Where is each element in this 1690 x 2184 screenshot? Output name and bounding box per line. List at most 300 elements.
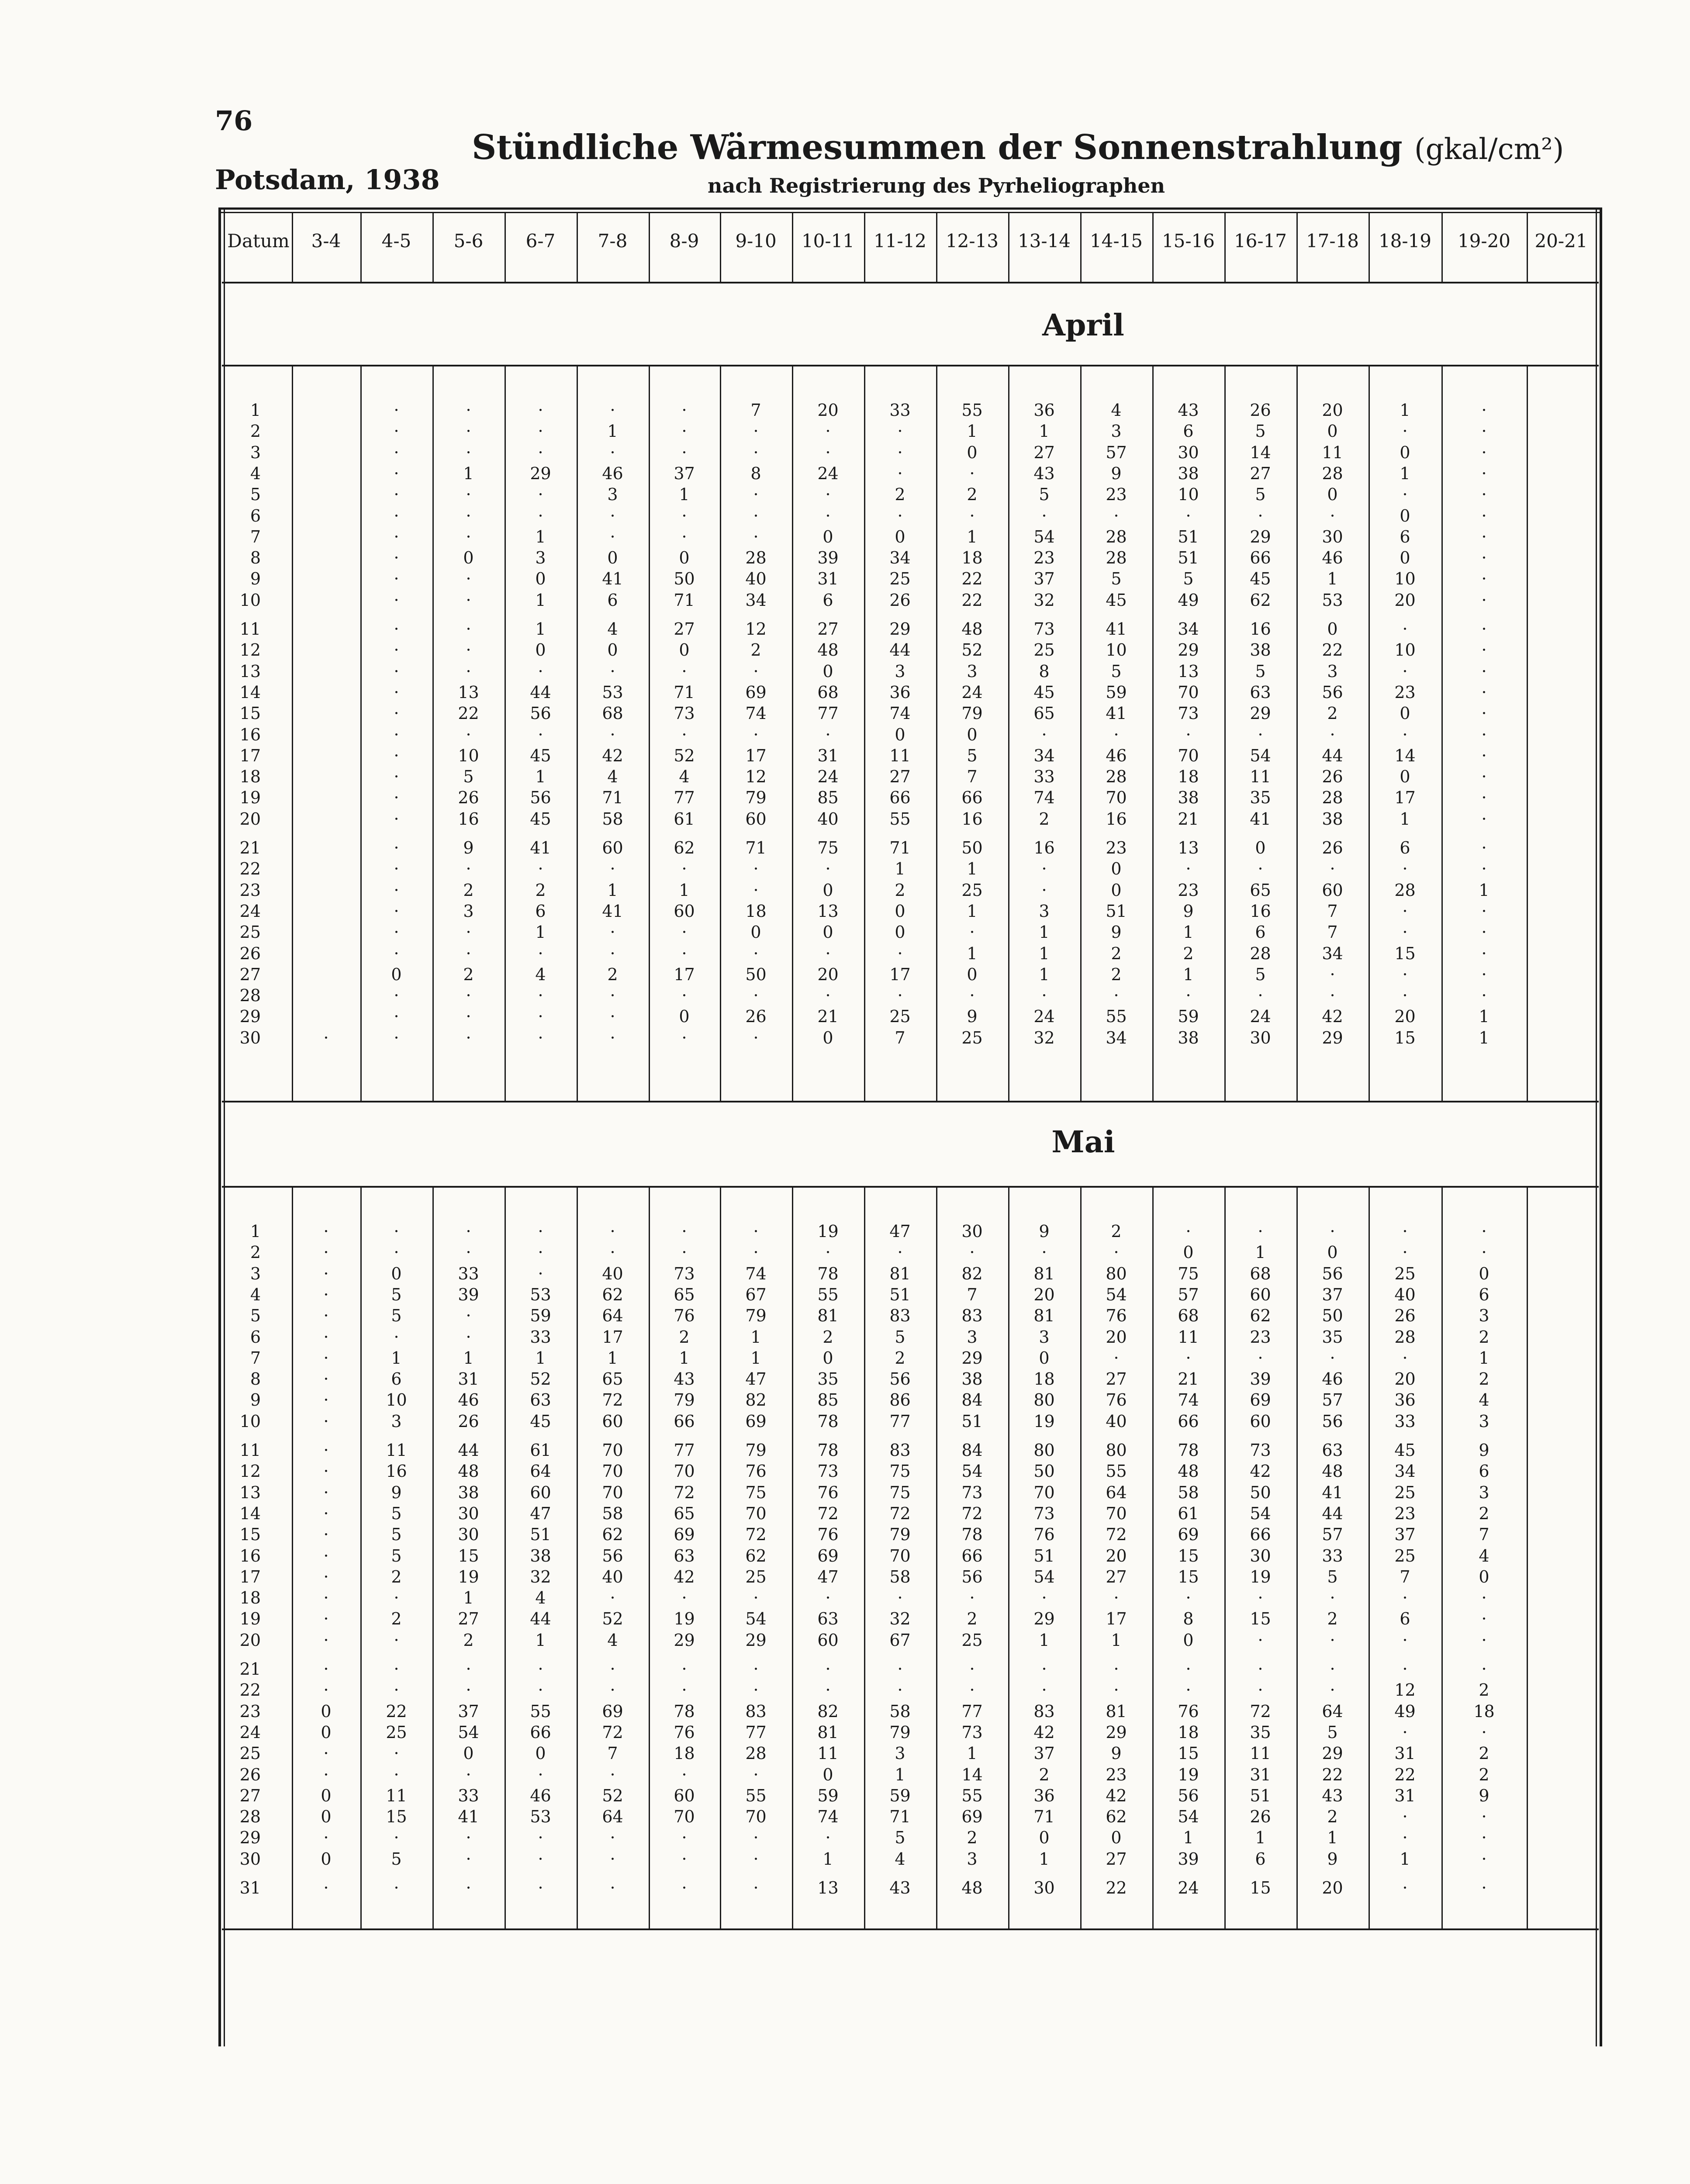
value-cell: ·: [1041, 880, 1047, 900]
value-cell: 31: [458, 1369, 479, 1389]
value-cell: ·: [1185, 1659, 1191, 1679]
value-cell: 38: [1250, 640, 1271, 660]
value-cell: 38: [1322, 809, 1343, 829]
value-cell: 68: [1178, 1306, 1199, 1326]
value-cell: 49: [1394, 1701, 1416, 1721]
value-cell: 1: [895, 1765, 905, 1784]
value-cell: 56: [889, 1369, 911, 1389]
value-cell: 60: [602, 838, 623, 857]
value-cell: ·: [1258, 725, 1263, 744]
value-cell: 2: [823, 1327, 833, 1347]
value-cell: 51: [1106, 901, 1127, 921]
value-cell: 55: [961, 1786, 983, 1805]
value-cell: ·: [681, 1849, 687, 1869]
value-cell: 8: [1183, 1609, 1194, 1629]
value-cell: 48: [458, 1462, 479, 1481]
value-cell: 55: [1106, 1007, 1127, 1026]
place-year: Potsdam, 1938: [215, 164, 440, 196]
value-cell: 1: [1400, 463, 1410, 483]
value-cell: 23: [1033, 548, 1055, 568]
value-cell: 84: [961, 1441, 983, 1460]
value-cell: ·: [394, 1878, 399, 1897]
value-cell: 0: [463, 1744, 474, 1763]
value-cell: 62: [602, 1525, 623, 1545]
value-cell: ·: [323, 1327, 329, 1347]
value-cell: 44: [1322, 1503, 1343, 1523]
value-cell: 63: [530, 1390, 551, 1410]
date-cell: 19: [239, 788, 261, 808]
date-cell: 10: [239, 1411, 261, 1431]
value-cell: ·: [825, 1828, 831, 1848]
value-cell: 20: [1033, 1285, 1055, 1304]
value-cell: 24: [1178, 1878, 1199, 1897]
value-cell: ·: [825, 506, 831, 525]
value-cell: 42: [1250, 1462, 1271, 1481]
value-cell: 1: [463, 463, 474, 483]
value-cell: 30: [1250, 1546, 1271, 1565]
value-cell: 22: [458, 704, 479, 723]
value-cell: 22: [1394, 1765, 1416, 1784]
value-cell: ·: [897, 1243, 903, 1262]
value-cell: ·: [466, 1222, 471, 1241]
value-cell: ·: [538, 506, 543, 525]
value-cell: 20: [817, 401, 839, 420]
value-cell: 20: [1394, 590, 1416, 610]
value-cell: ·: [1481, 838, 1487, 857]
value-cell: 2: [895, 1348, 905, 1368]
value-cell: 2: [1111, 1222, 1122, 1241]
value-cell: 1: [535, 619, 546, 639]
value-cell: 82: [817, 1701, 839, 1721]
value-cell: ·: [753, 1222, 759, 1241]
value-cell: 35: [1322, 1327, 1343, 1347]
column-header: 14-15: [1089, 230, 1143, 252]
value-cell: 27: [458, 1609, 479, 1629]
value-cell: ·: [1113, 1588, 1119, 1608]
value-cell: ·: [1481, 640, 1487, 660]
value-cell: 20: [1106, 1546, 1127, 1565]
value-cell: 0: [823, 1028, 833, 1047]
value-cell: 86: [889, 1390, 911, 1410]
value-cell: ·: [681, 1588, 687, 1608]
value-cell: 57: [1106, 442, 1127, 462]
value-cell: ·: [394, 1744, 399, 1763]
value-cell: ·: [825, 943, 831, 963]
value-cell: 13: [1178, 838, 1199, 857]
value-cell: 32: [889, 1609, 911, 1629]
value-cell: 41: [602, 901, 623, 921]
value-cell: ·: [825, 986, 831, 1006]
value-cell: 36: [1033, 1786, 1055, 1805]
value-cell: 62: [745, 1546, 767, 1565]
value-cell: ·: [897, 1659, 903, 1679]
value-cell: ·: [538, 943, 543, 963]
value-cell: 4: [679, 767, 690, 787]
value-cell: ·: [610, 1007, 615, 1026]
value-cell: ·: [610, 1765, 615, 1784]
value-cell: 0: [1400, 548, 1410, 568]
value-cell: 36: [1394, 1390, 1416, 1410]
value-cell: ·: [1481, 964, 1487, 984]
date-cell: 13: [239, 1482, 261, 1502]
value-cell: ·: [753, 661, 759, 681]
date-cell: 28: [239, 1807, 261, 1827]
date-cell: 27: [239, 964, 261, 984]
value-cell: 76: [745, 1462, 767, 1481]
value-cell: ·: [323, 1878, 329, 1897]
value-cell: 83: [745, 1701, 767, 1721]
value-cell: 61: [674, 809, 695, 829]
value-cell: 5: [895, 1828, 905, 1848]
value-cell: 54: [745, 1609, 767, 1629]
value-cell: 50: [1322, 1306, 1343, 1326]
value-cell: 40: [1394, 1285, 1416, 1304]
value-cell: 75: [745, 1482, 767, 1502]
value-cell: 1: [1039, 964, 1050, 984]
value-cell: 3: [391, 1411, 402, 1431]
value-cell: ·: [825, 1680, 831, 1700]
value-cell: ·: [753, 1878, 759, 1897]
value-cell: ·: [538, 485, 543, 505]
value-cell: 18: [1178, 1722, 1199, 1742]
value-cell: 50: [1250, 1482, 1271, 1502]
value-cell: 0: [1255, 838, 1266, 857]
date-cell: 6: [250, 506, 261, 525]
value-cell: 80: [1033, 1390, 1055, 1410]
date-cell: 21: [239, 1659, 261, 1679]
value-cell: ·: [969, 463, 975, 483]
value-cell: ·: [610, 442, 615, 462]
value-cell: 1: [607, 880, 618, 900]
date-cell: 17: [239, 746, 261, 765]
value-cell: 1: [1039, 943, 1050, 963]
value-cell: ·: [323, 1390, 329, 1410]
value-cell: ·: [466, 619, 471, 639]
value-cell: 29: [1322, 1744, 1343, 1763]
value-cell: 71: [602, 788, 623, 808]
value-cell: 1: [1255, 1243, 1266, 1262]
value-cell: ·: [753, 943, 759, 963]
value-cell: 34: [1178, 619, 1199, 639]
value-cell: 29: [1033, 1609, 1055, 1629]
value-cell: 5: [1327, 1722, 1338, 1742]
value-cell: 2: [1479, 1503, 1490, 1523]
value-cell: 0: [1183, 1630, 1194, 1650]
value-cell: ·: [681, 1243, 687, 1262]
value-cell: 6: [1183, 422, 1194, 441]
value-cell: ·: [1481, 463, 1487, 483]
value-cell: ·: [753, 422, 759, 441]
value-cell: 0: [535, 1744, 546, 1763]
value-cell: ·: [610, 923, 615, 942]
value-cell: 53: [530, 1285, 551, 1304]
value-cell: 0: [895, 527, 905, 546]
value-cell: 76: [817, 1525, 839, 1545]
value-cell: ·: [323, 1744, 329, 1763]
value-cell: 38: [1178, 1028, 1199, 1047]
value-cell: 78: [961, 1525, 983, 1545]
value-cell: 44: [458, 1441, 479, 1460]
value-cell: 58: [889, 1567, 911, 1586]
value-cell: ·: [969, 1588, 975, 1608]
value-cell: 15: [458, 1546, 479, 1565]
value-cell: 24: [1250, 1007, 1271, 1026]
value-cell: 83: [889, 1306, 911, 1326]
value-cell: ·: [323, 1264, 329, 1283]
value-cell: 77: [674, 1441, 695, 1460]
date-cell: 28: [239, 986, 261, 1006]
value-cell: 0: [1183, 1243, 1194, 1262]
value-cell: 27: [674, 619, 695, 639]
value-cell: 59: [889, 1786, 911, 1805]
value-cell: 1: [607, 422, 618, 441]
value-cell: 29: [961, 1348, 983, 1368]
value-cell: 43: [1322, 1786, 1343, 1805]
value-cell: 59: [817, 1786, 839, 1805]
date-cell: 9: [250, 1390, 261, 1410]
value-cell: 4: [607, 1630, 618, 1650]
value-cell: 4: [535, 964, 546, 984]
value-cell: ·: [538, 1680, 543, 1700]
value-cell: 1: [1111, 1630, 1122, 1650]
value-cell: 19: [674, 1609, 695, 1629]
value-cell: 73: [1178, 704, 1199, 723]
value-cell: 65: [1033, 704, 1055, 723]
value-cell: 28: [1106, 767, 1127, 787]
value-cell: 73: [817, 1462, 839, 1481]
value-cell: 52: [602, 1786, 623, 1805]
value-cell: 42: [1106, 1786, 1127, 1805]
value-cell: 84: [961, 1390, 983, 1410]
value-cell: 18: [674, 1744, 695, 1763]
date-cell: 25: [239, 1744, 261, 1763]
value-cell: 58: [602, 1503, 623, 1523]
value-cell: ·: [825, 1243, 831, 1262]
date-cell: 5: [250, 1306, 261, 1326]
value-cell: 7: [967, 1285, 978, 1304]
value-cell: 10: [1394, 640, 1416, 660]
date-cell: 1: [250, 1222, 261, 1241]
value-cell: ·: [538, 661, 543, 681]
value-cell: ·: [753, 1588, 759, 1608]
value-cell: 0: [823, 661, 833, 681]
value-cell: ·: [394, 880, 399, 900]
value-cell: 0: [895, 923, 905, 942]
value-cell: ·: [1185, 986, 1191, 1006]
value-cell: ·: [610, 1828, 615, 1848]
value-cell: ·: [394, 767, 399, 787]
value-cell: 71: [674, 682, 695, 702]
value-cell: ·: [753, 1243, 759, 1262]
value-cell: 49: [1178, 590, 1199, 610]
value-cell: 65: [674, 1285, 695, 1304]
value-cell: ·: [753, 986, 759, 1006]
value-cell: 27: [1106, 1849, 1127, 1869]
value-cell: 2: [1479, 1765, 1490, 1784]
value-cell: ·: [610, 1680, 615, 1700]
value-cell: 17: [1394, 788, 1416, 808]
value-cell: ·: [1041, 859, 1047, 879]
column-header: 3-4: [311, 230, 341, 252]
date-cell: 17: [239, 1567, 261, 1586]
value-cell: 63: [674, 1546, 695, 1565]
value-cell: 34: [1322, 943, 1343, 963]
value-cell: 72: [602, 1390, 623, 1410]
value-cell: 80: [1106, 1264, 1127, 1283]
value-cell: 59: [530, 1306, 551, 1326]
value-cell: 3: [1479, 1411, 1490, 1431]
value-cell: 60: [745, 809, 767, 829]
value-cell: 75: [1178, 1264, 1199, 1283]
value-cell: 21: [1178, 1369, 1199, 1389]
month-band-top-rule: [222, 1101, 1599, 1102]
value-cell: 2: [967, 485, 978, 505]
value-cell: 30: [1033, 1878, 1055, 1897]
value-cell: 66: [889, 788, 911, 808]
date-cell: 24: [239, 901, 261, 921]
date-cell: 26: [239, 943, 261, 963]
value-cell: 61: [1178, 1503, 1199, 1523]
value-cell: 5: [391, 1546, 402, 1565]
value-cell: ·: [394, 548, 399, 568]
value-cell: ·: [1185, 725, 1191, 744]
value-cell: ·: [681, 859, 687, 879]
value-cell: ·: [897, 463, 903, 483]
value-cell: 29: [1250, 704, 1271, 723]
date-cell: 19: [239, 1609, 261, 1629]
date-cell: 20: [239, 1630, 261, 1650]
value-cell: 73: [674, 1264, 695, 1283]
date-cell: 12: [239, 640, 261, 660]
value-cell: ·: [394, 923, 399, 942]
value-cell: 25: [1394, 1482, 1416, 1502]
value-cell: ·: [969, 1659, 975, 1679]
value-cell: ·: [466, 569, 471, 589]
value-cell: 3: [535, 548, 546, 568]
value-cell: ·: [753, 1765, 759, 1784]
value-cell: 82: [961, 1264, 983, 1283]
value-cell: 26: [745, 1007, 767, 1026]
date-cell: 22: [239, 1680, 261, 1700]
value-cell: 55: [745, 1786, 767, 1805]
date-cell: 8: [250, 548, 261, 568]
value-cell: 6: [1255, 1849, 1266, 1869]
value-cell: 71: [745, 838, 767, 857]
value-cell: 6: [1400, 1609, 1410, 1629]
value-cell: 81: [889, 1264, 911, 1283]
value-cell: 0: [750, 923, 761, 942]
value-cell: 9: [1039, 1222, 1050, 1241]
value-cell: ·: [1113, 506, 1119, 525]
value-cell: 2: [535, 880, 546, 900]
value-cell: 26: [458, 1411, 479, 1431]
value-cell: 2: [1327, 704, 1338, 723]
table-border-left-inner: [224, 207, 225, 2046]
value-cell: 15: [1178, 1567, 1199, 1586]
value-cell: 14: [1394, 746, 1416, 765]
value-cell: 65: [1250, 880, 1271, 900]
value-cell: 50: [961, 838, 983, 857]
value-cell: ·: [1481, 859, 1487, 879]
value-cell: ·: [466, 590, 471, 610]
value-cell: ·: [466, 943, 471, 963]
value-cell: 45: [1394, 1441, 1416, 1460]
value-cell: 41: [1106, 619, 1127, 639]
value-cell: 17: [889, 964, 911, 984]
value-cell: 18: [1033, 1369, 1055, 1389]
value-cell: 10: [386, 1390, 407, 1410]
value-cell: ·: [466, 527, 471, 546]
value-cell: ·: [538, 1849, 543, 1869]
value-cell: 38: [1178, 788, 1199, 808]
value-cell: 5: [1111, 569, 1122, 589]
value-cell: 69: [674, 1525, 695, 1545]
value-cell: 8: [1039, 661, 1050, 681]
value-cell: 0: [1479, 1567, 1490, 1586]
value-cell: 62: [1250, 1306, 1271, 1326]
value-cell: 81: [1033, 1306, 1055, 1326]
column-header: 18-19: [1378, 230, 1432, 252]
date-cell: 22: [239, 859, 261, 879]
value-cell: 19: [1178, 1765, 1199, 1784]
date-cell: 2: [250, 422, 261, 441]
value-cell: 70: [602, 1482, 623, 1502]
value-cell: ·: [825, 725, 831, 744]
value-cell: 29: [530, 463, 551, 483]
value-cell: 40: [817, 809, 839, 829]
value-cell: ·: [323, 1503, 329, 1523]
value-cell: 48: [961, 1878, 983, 1897]
data-table: [218, 207, 1602, 2046]
value-cell: 69: [961, 1807, 983, 1827]
value-cell: 71: [674, 590, 695, 610]
value-cell: 41: [530, 838, 551, 857]
value-cell: 2: [1479, 1680, 1490, 1700]
value-cell: 5: [391, 1285, 402, 1304]
value-cell: 2: [679, 1327, 690, 1347]
value-cell: 77: [889, 1411, 911, 1431]
value-cell: 48: [1178, 1462, 1199, 1481]
value-cell: ·: [1330, 1680, 1335, 1700]
value-cell: 0: [1039, 1348, 1050, 1368]
value-cell: 36: [889, 682, 911, 702]
value-cell: 1: [895, 859, 905, 879]
value-cell: 26: [1250, 401, 1271, 420]
value-cell: 30: [1250, 1028, 1271, 1047]
value-cell: 64: [1322, 1701, 1343, 1721]
month-band-bottom-rule: [222, 1186, 1599, 1188]
value-cell: ·: [610, 1878, 615, 1897]
value-cell: 11: [386, 1441, 407, 1460]
value-cell: 33: [889, 401, 911, 420]
value-cell: 66: [530, 1722, 551, 1742]
value-cell: 0: [1327, 619, 1338, 639]
value-cell: ·: [323, 1348, 329, 1368]
value-cell: 67: [745, 1285, 767, 1304]
value-cell: ·: [753, 1849, 759, 1869]
value-cell: ·: [323, 1609, 329, 1629]
value-cell: ·: [394, 1222, 399, 1241]
value-cell: 28: [745, 548, 767, 568]
value-cell: 70: [1106, 1503, 1127, 1523]
value-cell: ·: [681, 1765, 687, 1784]
value-cell: 50: [1033, 1462, 1055, 1481]
value-cell: 39: [817, 548, 839, 568]
value-cell: ·: [610, 1243, 615, 1262]
value-cell: 1: [1327, 569, 1338, 589]
value-cell: ·: [538, 1765, 543, 1784]
value-cell: 1: [1400, 1849, 1410, 1869]
